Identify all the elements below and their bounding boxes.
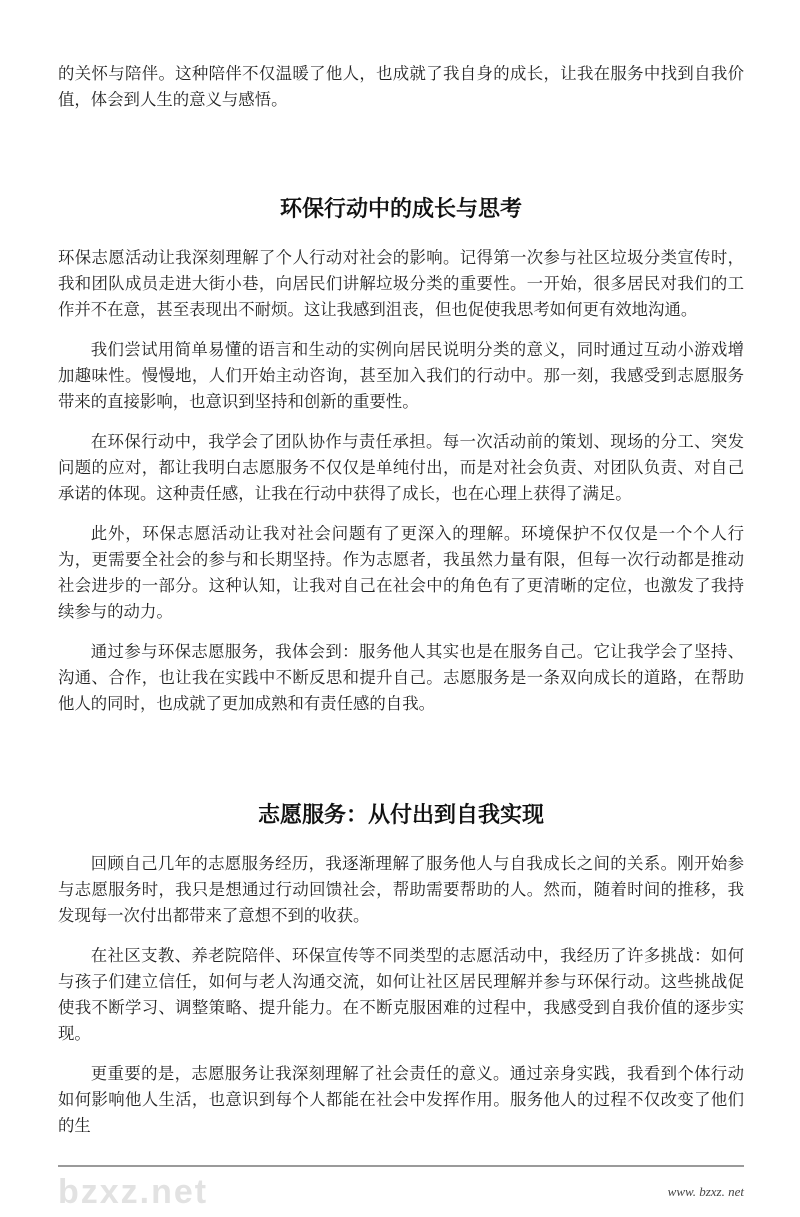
- section-heading-1: 环保行动中的成长与思考: [279, 197, 522, 222]
- top-continuation: [58, 61, 744, 127]
- section-heading-2: 志愿服务：从付出到自我实现: [257, 803, 544, 828]
- paragraph: 在环保行动中，我学会了团队协作与责任承担。每一次活动前的策划、现场的分工、突发问题的应对，都让我明白志愿服务不仅仅是单纯付出，而是对社会负责、对团队负责、对自己承诺的体现。这种责任感，让我在行动中获得了成长，也在心理上获得了满足。: [58, 432, 744, 503]
- paragraph: 环保志愿活动让我深刻理解了个人行动对社会的影响。记得第一次参与社区垃圾分类宣传时，我和团队成员走进大街小巷，向居民们讲解垃圾分类的重要性。一开始，很多居民对我们的工作并不在意，甚至表现出不耐烦。这让我感到沮丧，但也促使我思考如何更有效地沟通。: [58, 248, 744, 319]
- footer-url: www. bzxz. net: [667, 1184, 744, 1199]
- watermark: bzxz.net: [58, 1173, 209, 1211]
- section-1-body: [58, 245, 744, 731]
- page-footer: [58, 1153, 744, 1217]
- paragraph: 回顾自己几年的志愿服务经历，我逐渐理解了服务他人与自我成长之间的关系。刚开始参与志愿服务时，我只是想通过行动回馈社会，帮助需要帮助的人。然而，随着时间的推移，我发现每一次付出都带来了意想不到的收获。: [58, 854, 744, 925]
- section-2-body: [58, 851, 744, 1153]
- paragraph: 通过参与环保志愿服务，我体会到：服务他人其实也是在服务自己。它让我学会了坚持、沟通、合作，也让我在实践中不断反思和提升自己。志愿服务是一条双向成长的道路，在帮助他人的同时，也成就了更加成熟和有责任感的自我。: [58, 642, 744, 713]
- paragraph: 在社区支教、养老院陪伴、环保宣传等不同类型的志愿活动中，我经历了许多挑战：如何与孩子们建立信任，如何与老人沟通交流，如何让社区居民理解并参与环保行动。这些挑战促使我不断学习、调整策略、提升能力。在不断克服困难的过程中，我感受到自我价值的逐步实现。: [58, 946, 744, 1043]
- paragraph: 的关怀与陪伴。这种陪伴不仅温暖了他人，也成就了我自身的成长，让我在服务中找到自我价值，体会到人生的意义与感悟。: [58, 64, 744, 109]
- paragraph: 我们尝试用简单易懂的语言和生动的实例向居民说明分类的意义，同时通过互动小游戏增加趣味性。慢慢地，人们开始主动咨询，甚至加入我们的行动中。那一刻，我感受到志愿服务带来的直接影响，也意识到坚持和创新的重要性。: [58, 340, 744, 411]
- paragraph: 更重要的是，志愿服务让我深刻理解了社会责任的意义。通过亲身实践，我看到个体行动如何影响他人生活，也意识到每个人都能在社会中发挥作用。服务他人的过程不仅改变了他们的生: [58, 1064, 744, 1135]
- paragraph: 此外，环保志愿活动让我对社会问题有了更深入的理解。环境保护不仅仅是一个个人行为，更需要全社会的参与和长期坚持。作为志愿者，我虽然力量有限，但每一次行动都是推动社会进步的一部分。这种认知，让我对自己在社会中的角色有了更清晰的定位，也激发了我持续参与的动力。: [58, 524, 744, 621]
